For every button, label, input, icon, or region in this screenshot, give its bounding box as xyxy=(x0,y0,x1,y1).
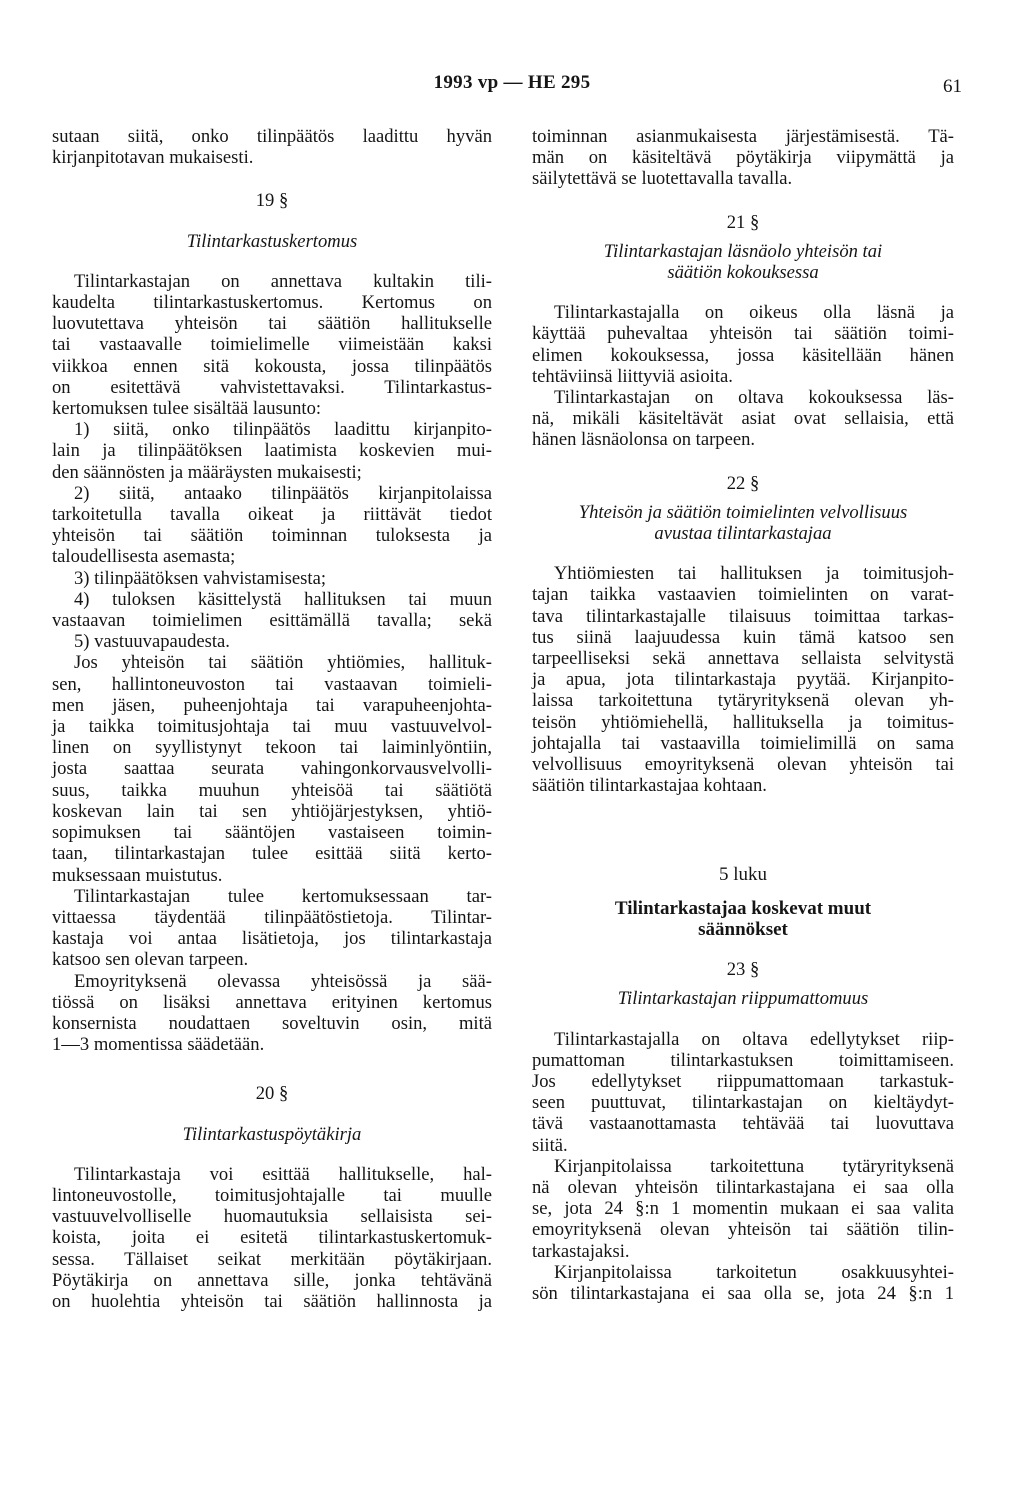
paragraph-line: tajan taikka vastaavien toimielinten on varat- xyxy=(532,584,954,606)
paragraph-line: Pöytäkirja on annettava sille, jonka tehtävänä xyxy=(52,1269,492,1291)
section-number: 20 § xyxy=(255,1083,289,1105)
paragraph-line: vastuuvelvolliselle huomautuksia sellaisista sei- xyxy=(52,1206,492,1228)
paragraph-line: emoyrityksenä olevan yhteisön tai säätiön tilin- xyxy=(532,1219,954,1241)
paragraph-line: josta saattaa seurata vahingonkorvausvelvolli- xyxy=(52,758,492,780)
paragraph-line: Tilintarkastajan on annettava kultakin tili- xyxy=(74,270,492,292)
paragraph-line: tehtäviinsä liittyviä asioita. xyxy=(532,365,733,387)
section-number: 21 § xyxy=(726,211,760,233)
running-header: 1993 vp — HE 295 xyxy=(433,72,591,93)
paragraph-line: siitä. xyxy=(532,1134,568,1156)
text-line: kirjanpitotavan mukaisesti. xyxy=(52,147,254,169)
paragraph-line: nä, mikäli käsiteltävät asiat ovat sellaisia, että xyxy=(532,408,954,430)
list-item-line: taloudellisesta asemasta; xyxy=(52,546,236,568)
list-item-line: 4) tuloksen käsittelystä hallituksen tai muun xyxy=(74,588,492,610)
list-item-line: tarkoitetulla tavalla oikeat ja riittävät tiedot xyxy=(52,504,492,526)
list-item-line: 1) siitä, onko tilinpäätös laadittu kirjanpito- xyxy=(74,419,492,441)
paragraph-line: tiössä on lisäksi annettava erityinen kertomus xyxy=(52,991,492,1013)
paragraph-line: kastaja voi antaa lisätietoja, jos tilintarkastaja xyxy=(52,928,492,950)
section-title: säätiön kokouksessa xyxy=(667,262,819,284)
chapter-number: 5 luku xyxy=(718,864,768,886)
text-line: män on käsiteltävä pöytäkirja viipymättä ja xyxy=(532,147,954,169)
paragraph-line: 1—3 momentissa säädetään. xyxy=(52,1034,265,1056)
paragraph-line: sön tilintarkastajana ei saa olla se, jota 24 §:n 1 xyxy=(532,1282,954,1304)
paragraph-line: tarpeelliseksi sekä annettava sellaista selvitystä xyxy=(532,648,954,670)
paragraph-line: konsernista noudattaen soveltuvin osin, mitä xyxy=(52,1012,492,1034)
paragraph-line: sopimuksen tai sääntöjen vastaiseen toimin- xyxy=(52,822,492,844)
paragraph-line: katsoo sen olevan tarpeen. xyxy=(52,949,249,971)
text-line: toiminnan asianmukaisesta järjestämisestä. Tä- xyxy=(532,126,954,147)
list-item-line: 3) tilinpäätöksen vahvistamisesta; xyxy=(74,567,326,589)
list-item-line: yhteisön tai säätiön toiminnan tuloksesta ja xyxy=(52,525,492,547)
paragraph-line: ja taikka toimitusjohtaja tai muu vastuuvelvol- xyxy=(52,716,492,738)
section-title: Tilintarkastuspöytäkirja xyxy=(182,1123,362,1145)
paragraph-line: Tilintarkastaja voi esittää hallitukselle, hal- xyxy=(74,1163,492,1185)
paragraph-line: sen, hallintoneuvoston tai vastaavan toimieli- xyxy=(52,673,492,695)
section-number: 23 § xyxy=(726,959,760,981)
list-item-line: vastaavan toimielimen esittämällä tavalla; sekä xyxy=(52,610,492,632)
paragraph-line: on esitettävä vahvistettavaksi. Tilintarkastus- xyxy=(52,376,492,398)
paragraph-line: linen on syyllistynyt tekoon tai laiminlyöntiin, xyxy=(52,737,492,759)
paragraph-line: suus, taikka muuhun yhteisöä tai säätiötä xyxy=(52,779,492,801)
paragraph-line: tävä vastaanottamasta tehtävää tai luovuttava xyxy=(532,1113,954,1135)
paragraph-line: on huolehtia yhteisön tai säätiön hallinnosta ja xyxy=(52,1290,492,1312)
list-item-line: 2) siitä, antaako tilinpäätös kirjanpitolaissa xyxy=(74,482,492,504)
paragraph-line: kertomuksen tulee sisältää lausunto: xyxy=(52,398,322,420)
paragraph-line: lintoneuvostolle, toimitusjohtajalle tai muulle xyxy=(52,1184,492,1206)
paragraph-line: laissa tarkoitettuna tytäryrityksenä olevan yh- xyxy=(532,690,954,712)
paragraph-line: pumattoman tilintarkastuksen toimittamiseen. xyxy=(532,1049,954,1071)
paragraph-line: tava tilintarkastajalle tilaisuus toimittaa tarkas- xyxy=(532,605,954,627)
paragraph-line: muksessaan muistutus. xyxy=(52,864,223,886)
paragraph-line: seen puuttuvat, tilintarkastajan on kieltäydyt- xyxy=(532,1092,954,1114)
paragraph-line: sessa. Tällaiset seikat merkitään pöytäkirjaan. xyxy=(52,1248,492,1270)
paragraph-line: koskevan lain tai sen yhtiöjärjestyksen, yhtiö- xyxy=(52,800,492,822)
paragraph-line: teisön yhtiömiehellä, hallituksella ja toimitus- xyxy=(532,711,954,733)
paragraph-line: hänen läsnäolonsa on tarpeen. xyxy=(532,429,756,451)
section-title: Tilintarkastajan läsnäolo yhteisön tai xyxy=(603,240,883,262)
paragraph-line: Jos edellytykset riippumattomaan tarkastuk- xyxy=(532,1070,954,1092)
paragraph-line: Kirjanpitolaissa tarkoitettuna tytäryrityksenä xyxy=(554,1155,954,1177)
section-title: avustaa tilintarkastajaa xyxy=(654,523,832,545)
chapter-title: Tilintarkastajaa koskevat muut xyxy=(614,897,872,919)
paragraph-line: Tilintarkastajan on oltava kokouksessa läs- xyxy=(554,387,954,409)
paragraph-line: tarkastajaksi. xyxy=(532,1240,630,1262)
paragraph-line: Tilintarkastajan tulee kertomuksessaan tar- xyxy=(74,885,492,907)
paragraph-line: käyttää puhevaltaa yhteisön tai säätiön toimi- xyxy=(532,323,954,345)
chapter-title: säännökset xyxy=(698,918,788,940)
paragraph-line: kaudelta tilintarkastuskertomus. Kertomus on xyxy=(52,292,492,314)
paragraph-line: viikkoa ennen sitä kokousta, jossa tilinpäätös xyxy=(52,355,492,377)
paragraph-line: Jos yhteisön tai säätiön yhtiömies, hallituk- xyxy=(74,652,492,674)
section-number: 19 § xyxy=(255,190,289,212)
paragraph-line: tus siinä laajuudessa kuin tämä katsoo sen xyxy=(532,626,954,648)
paragraph-line: tai vastaavalle toimielimelle viimeistään kaksi xyxy=(52,334,492,356)
paragraph-line: säätiön tilintarkastajaa kohtaan. xyxy=(532,775,767,797)
section-title: Tilintarkastajan riippumattomuus xyxy=(617,988,869,1010)
list-item-line: den säännösten ja määräysten mukaisesti; xyxy=(52,461,362,483)
page-number: 61 xyxy=(943,76,962,97)
paragraph-line: ja apua, jota tilintarkastaja pyytää. Kirjanpito- xyxy=(532,669,954,691)
paragraph-line: Tilintarkastajalla on oltava edellytykset riip- xyxy=(554,1028,954,1050)
list-item-line: 5) vastuuvapaudesta. xyxy=(74,631,230,653)
paragraph-line: elimen kokouksessa, jossa käsitellään hänen xyxy=(532,344,954,366)
text-line: sutaan siitä, onko tilinpäätös laadittu hyvän xyxy=(52,126,492,147)
right-column xyxy=(532,126,954,1304)
text-line: säilytettävä se luotettavalla tavalla. xyxy=(532,168,793,190)
left-column xyxy=(52,126,492,1312)
paragraph-line: taan, tilintarkastajan tulee esittää siitä kerto- xyxy=(52,843,492,865)
paragraph-line: men jäsen, puheenjohtaja tai varapuheenjohta- xyxy=(52,694,492,716)
section-number: 22 § xyxy=(726,472,760,494)
paragraph-line: Yhtiömiesten tai hallituksen ja toimitusjoh- xyxy=(554,563,954,585)
paragraph-line: johtajalla tai vastaavilla toimielimillä on sama xyxy=(532,732,954,754)
paragraph-line: Kirjanpitolaissa tarkoitetun osakkuusyhtei- xyxy=(554,1261,954,1283)
section-title: Tilintarkastuskertomus xyxy=(186,230,358,252)
list-item-line: lain ja tilinpäätöksen laatimista koskevien mui- xyxy=(52,440,492,462)
paragraph-line: velvollisuus emoyrityksenä olevan yhteisön tai xyxy=(532,754,954,776)
paragraph-line: se, jota 24 §:n 1 momentin mukaan ei saa valita xyxy=(532,1198,954,1220)
paragraph-line: Tilintarkastajalla on oikeus olla läsnä ja xyxy=(554,302,954,324)
paragraph-line: Emoyrityksenä olevassa yhteisössä ja sää- xyxy=(74,970,492,992)
paragraph-line: koista, joita ei esitetä tilintarkastuskertomuk- xyxy=(52,1227,492,1249)
paragraph-line: vittaessa täydentää tilinpäätöstietoja. Tilintar- xyxy=(52,906,492,928)
section-title: Yhteisön ja säätiön toimielinten velvollisuus xyxy=(578,501,908,523)
paragraph-line: nä olevan yhteisön tilintarkastajana ei saa olla xyxy=(532,1176,954,1198)
paragraph-line: luovutettava yhteisön tai säätiön hallitukselle xyxy=(52,313,492,335)
